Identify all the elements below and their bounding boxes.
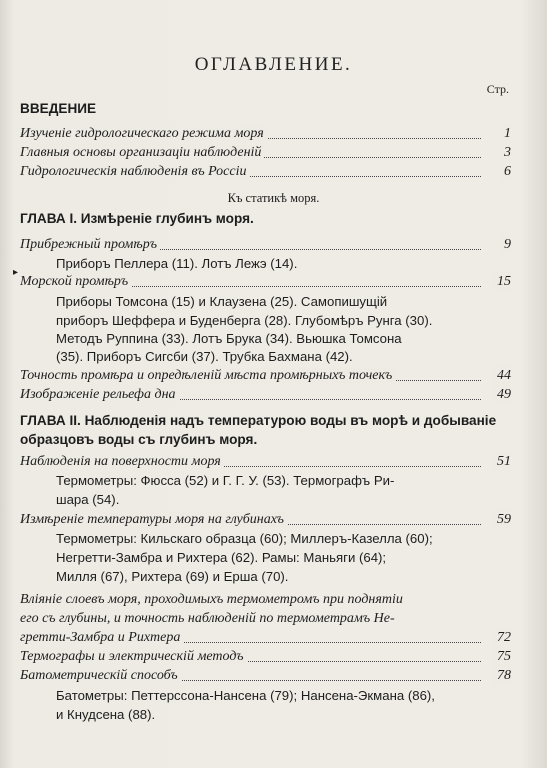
toc-entry: Измѣреніе температуры моря на глубинахъ 59 — [20, 512, 511, 527]
toc-detail: шара (54). — [56, 492, 120, 507]
intro-heading: ВВЕДЕНИЕ — [20, 101, 97, 116]
toc-entry-multiline: Вліяніе слоевъ моря, проходимыхъ термометромъ при поднятіи — [20, 592, 403, 607]
toc-entry: Гидрологическія наблюденія въ Россіи 6 — [20, 164, 511, 179]
margin-mark: ▸ — [13, 267, 19, 278]
toc-detail: и Кнудсена (88). — [56, 707, 156, 722]
toc-entry-multiline: его съ глубины, и точность наблюденій по термометрамъ Не- — [20, 611, 395, 626]
chapter-1-heading: ГЛАВА I. Измѣреніе глубинъ моря. — [20, 211, 254, 226]
toc-detail: Методъ Руппина (33). Лотъ Брука (34). Вьюшка Томсона — [56, 331, 402, 346]
toc-detail: приборъ Шеффера и Буденберга (28). Глубомѣръ Рунга (30). — [56, 313, 433, 328]
toc-detail: Приборъ Пеллера (11). Лотъ Лежэ (14). — [56, 256, 298, 271]
chapter-2-heading: ГЛАВА II. Наблюденія надъ температурою воды въ морѣ и добываніе — [20, 413, 497, 428]
page-title: ОГЛАВЛЕНИЕ. — [194, 54, 353, 75]
section-subtitle: Къ статикѣ моря. — [227, 191, 320, 205]
toc-detail: Негретти-Замбра и Рихтера (62). Рамы: Маньяги (64); — [56, 550, 387, 565]
toc-detail: Приборы Томсона (15) и Клаузена (25). Самопишущій — [56, 294, 388, 309]
toc-entry: Изображеніе рельефа дна 49 — [20, 387, 511, 402]
toc-detail: Термометры: Фюсса (52) и Г. Г. У. (53). Термографъ Ри- — [56, 473, 395, 488]
toc-entry: гретти-Замбра и Рихтера 72 — [20, 630, 511, 645]
page-column-header: Стр. — [486, 82, 509, 96]
toc-detail: Милля (67), Рихтера (69) и Ерша (70). — [56, 569, 289, 584]
toc-detail: Батометры: Петтерссона-Нансена (79); Нансена-Экмана (86), — [56, 688, 435, 703]
chapter-2-heading-cont: образцовъ воды съ глубинъ моря. — [20, 432, 258, 447]
toc-entry: Термографы и электрическій методъ 75 — [20, 649, 511, 664]
toc-entry: Морской промѣръ 15 — [20, 274, 511, 289]
toc-entry: Прибрежный промѣръ 9 — [20, 237, 511, 252]
toc-entry: Наблюденія на поверхности моря 51 — [20, 454, 511, 469]
toc-entry: Главныя основы организаціи наблюденій 3 — [20, 145, 511, 160]
toc-detail: Термометры: Кильскаго образца (60); Миллеръ-Казелла (60); — [56, 531, 433, 546]
toc-entry: Изученіе гидрологическаго режима моря 1 — [20, 126, 511, 141]
toc-entry: Точность промѣра и опредѣленій мѣста промѣрныхъ точекъ 44 — [20, 368, 511, 383]
toc-detail: (35). Приборъ Сигсби (37). Трубка Бахмана (42). — [56, 349, 353, 364]
toc-entry: Батометрическій способъ 78 — [20, 668, 511, 683]
